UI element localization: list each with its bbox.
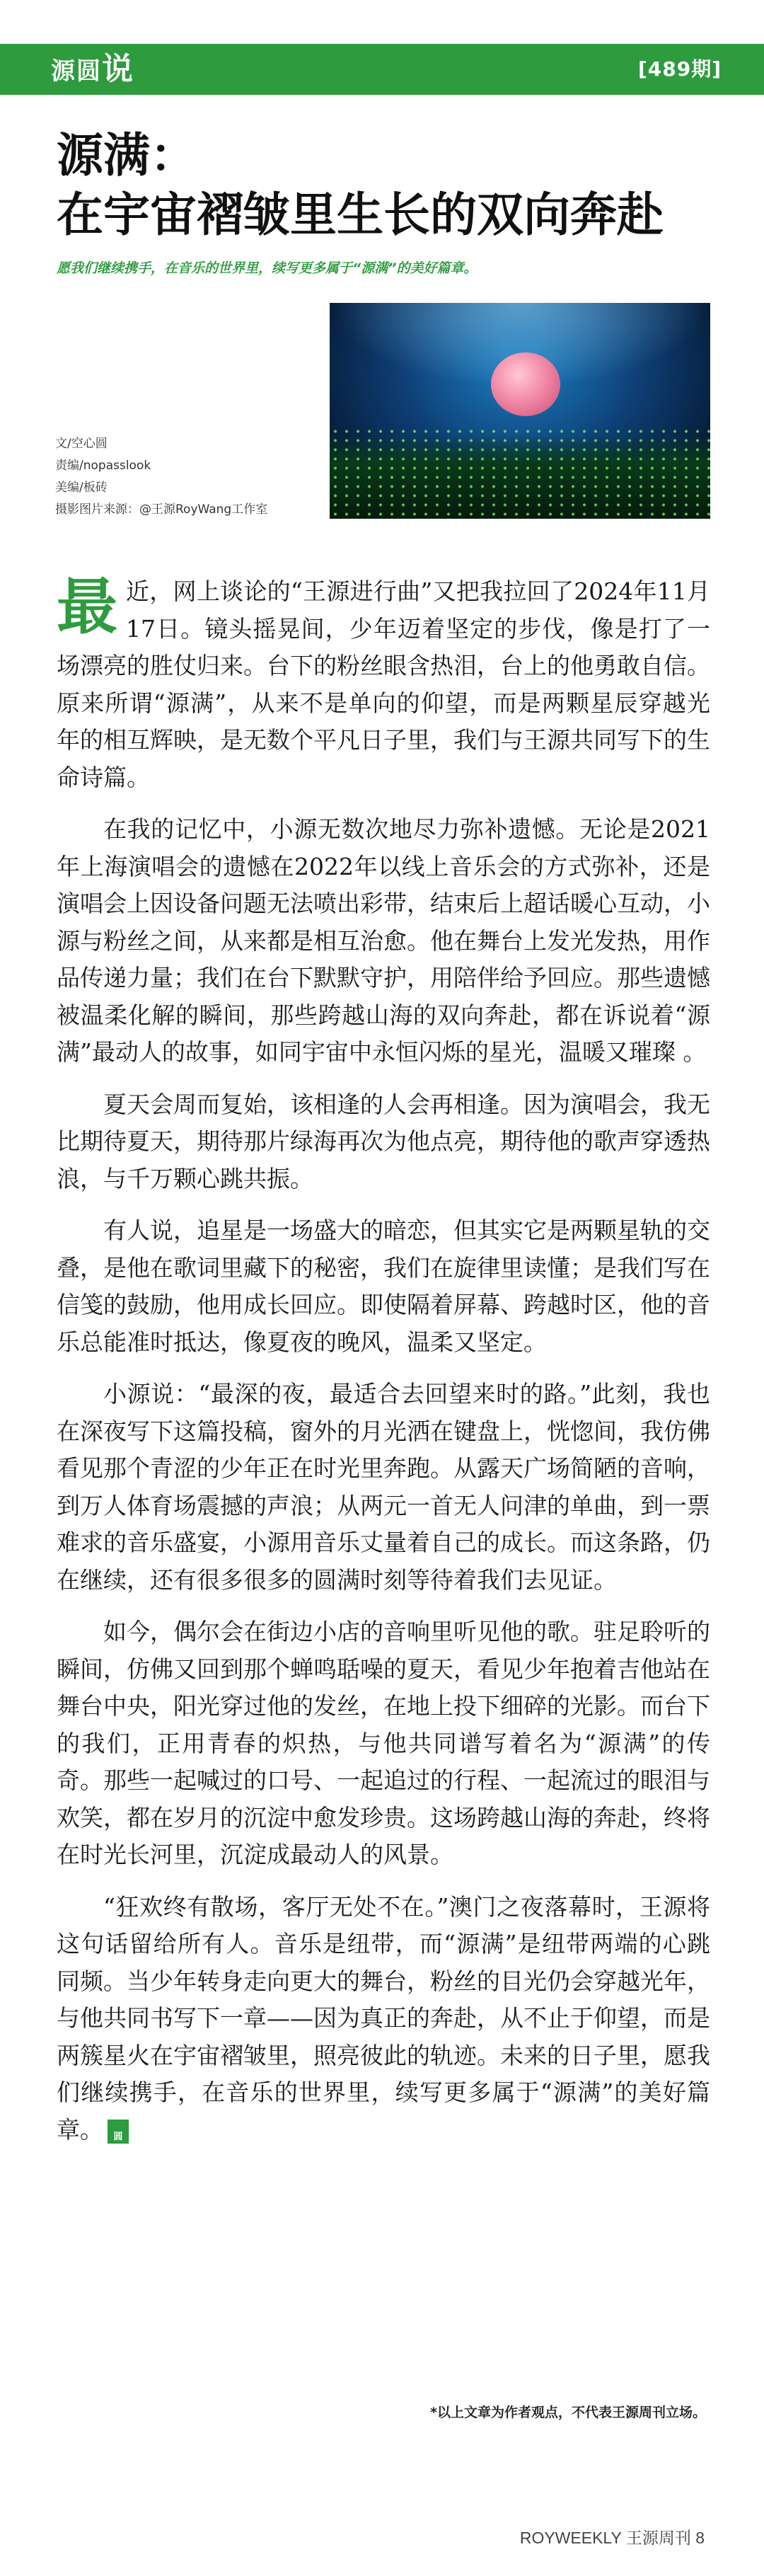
brand-logo xyxy=(51,44,134,95)
brand-logo-small: 源圆 xyxy=(51,57,102,86)
end-mark-icon: 源圆 xyxy=(108,2120,129,2144)
paragraph-4: 有人说，追星是一场盛大的暗恋，但其实它是两颗星轨的交叠，是他在歌词里藏下的秘密，我们在旋律里读懂；是我们写在信笺的鼓励，他用成长回应。即使隔着屏幕、跨越时区，他的音乐总能准时抵达，像夏夜的晚风，温柔又坚定。 xyxy=(57,1217,710,1356)
credit-photo-source: 摄影图片来源：@王源RoyWang工作室 xyxy=(55,502,268,517)
paragraph-7 xyxy=(57,1889,710,2149)
credit-editor: 责编/nopasslook xyxy=(55,459,151,473)
article-body xyxy=(57,573,710,2163)
credits xyxy=(55,433,324,521)
paragraph-6: 如今，偶尔会在街边小店的音响里听见他的歌。驻足聆听的瞬间，仿佛又回到那个蝉鸣聒噪的夏天，看见少年抱着吉他站在舞台中央，阳光穿过他的发丝，在地上投下细碎的光影。而台下的我们，正用青春的炽热，与他共同谱写着名为“源满”的传奇。那些一起喊过的口号、一起追过的行程、一起流过的眼泪与欢笑，都在岁月的沉淀中愈发珍贵。这场跨越山海的奔赴，终将在时光长河里，沉淀成最动人的风景。 xyxy=(57,1618,710,1868)
issue-number: [489期] xyxy=(637,57,722,81)
credit-designer: 美编/板砖 xyxy=(55,481,108,495)
article-subtitle: 愿我们继续携手，在音乐的世界里，续写更多属于“源满”的美好篇章。 xyxy=(57,260,478,276)
header-bar xyxy=(0,44,764,95)
paragraph-2: 在我的记忆中，小源无数次地尽力弥补遗憾。无论是2021年上海演唱会的遗憾在2022年以线上音乐会的方式弥补，还是演唱会上因设备问题无法喷出彩带，结束后上超话暖心互动，小源与粉丝之间，从来都是相互治愈。他在舞台上发光发热，用作品传递力量；我们在台下默默守护，用陪伴给予回应。那些遗憾被温柔化解的瞬间，那些跨越山海的双向奔赴，都在诉说着“源满”最动人的故事，如同宇宙中永恒闪烁的星光，温暖又璀璨 。 xyxy=(57,815,710,1066)
dropcap: 最 xyxy=(57,572,117,643)
concert-photo xyxy=(330,303,710,519)
paragraph-3: 夏天会周而复始，该相逢的人会再相逢。因为演唱会，我无比期待夏天，期待那片绿海再次为他点亮，期待他的歌声穿透热浪，与千万颗心跳共振。 xyxy=(57,1090,710,1192)
paragraph-1-text: 近，网上谈论的“王源进行曲”又把我拉回了2024年11月17日。镜头摇晃间，少年迈着坚定的步伐，像是打了一场漂亮的胜仗归来。台下的粉丝眼含热泪，台上的他勇敢自信。原来所谓“源满”，从来不是单向的仰望，而是两颗星辰穿越光年的相互辉映，是无数个平凡日子里，我们与王源共同写下的生命诗篇。 xyxy=(57,577,710,791)
paragraph-7-text: “狂欢终有散场，客厅无处不在。”澳门之夜落幕时，王源将这句话留给所有人。音乐是纽带，而“源满”是纽带两端的心跳同频。当少年转身走向更大的舞台，粉丝的目光仍会穿越光年，与他共同书写下一章——因为真正的奔赴，从不止于仰望，而是两簇星火在宇宙褶皱里，照亮彼此的轨迹。未来的日子里，愿我们继续携手，在音乐的世界里，续写更多属于“源满”的美好篇章。 xyxy=(57,1892,710,2144)
article-title xyxy=(57,126,736,245)
brand-logo-big: 说 xyxy=(102,51,134,87)
page-footer: ROYWEEKLY 王源周刊 8 xyxy=(519,2529,705,2547)
title-line-1: 源满： xyxy=(57,128,197,183)
paragraph-5: 小源说：“最深的夜，最适合去回望来时的路。”此刻，我也在深夜写下这篇投稿，窗外的月光洒在键盘上，恍惚间，我仿佛看见那个青涩的少年正在时光里奔跑。从露天广场简陋的音响，到万人体育场震撼的声浪；从两元一首无人问津的单曲，到一票难求的音乐盛宴，小源用音乐丈量着自己的成长。而这条路，仍在继续，还有很多很多的圆满时刻等待着我们去见证。 xyxy=(57,1380,710,1594)
disclaimer: *以上文章为作者观点，不代表王源周刊立场。 xyxy=(430,2405,706,2420)
green-lightsticks xyxy=(330,427,710,519)
paragraph-1 xyxy=(57,573,710,796)
credit-author: 文/空心圆 xyxy=(55,437,108,451)
title-line-2: 在宇宙褶皱里生长的双向奔赴 xyxy=(57,188,664,242)
pink-balloon xyxy=(491,352,560,416)
